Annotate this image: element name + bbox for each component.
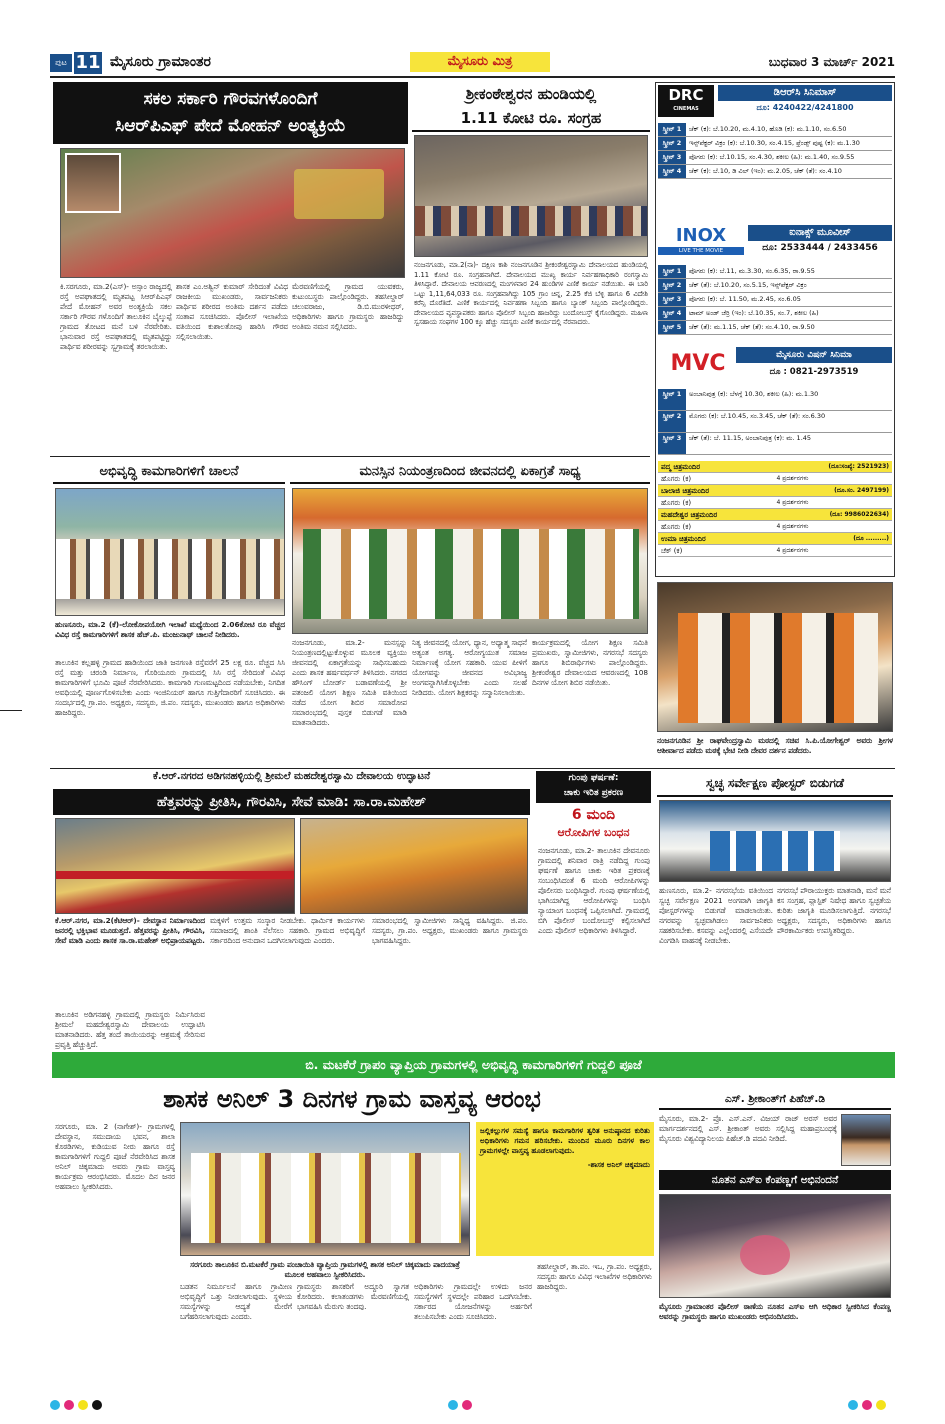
story2-headline-line1: ಶ್ರೀಕಂಠೇಶ್ವರನ ಹುಂಡಿಯಲ್ಲಿ: [465, 85, 597, 103]
inox-row: [658, 307, 892, 321]
story6-headline2: ಆರೋಪಿಗಳ ಬಂಧನ: [557, 826, 630, 839]
showtimes: ಇನ್ಸ್‌ಪೆಕ್ಟರ್ ವಿಕ್ರಂ (ಕ): ಬೆ.10.30, ಸಂ.4.15, ಫ್ರೆಂಡ್ಸ್ ಪುಷ್ಟ (ಕ): ಮ.1.30: [689, 139, 860, 147]
section-title: ಮೈಸೂರು ಗ್ರಾಮಾಂತರ: [110, 54, 211, 70]
screen-label: ಸ್ಕ್ರೀನ್ 3: [658, 293, 686, 306]
inox-logo-text: INOX: [675, 225, 727, 246]
drc-logo: [658, 85, 714, 117]
story5-photo: [55, 818, 295, 914]
screen-label: ಸ್ಕ್ರೀನ್ 2: [658, 279, 686, 292]
drc-name: ಡಿಆರ್‌ಸಿ ಸಿನಿಮಾಸ್: [718, 85, 892, 101]
theatre-phone: (ದೂ .........): [853, 535, 889, 542]
drc-logo-text: DRC: [668, 86, 704, 104]
story2-photo: [414, 135, 648, 257]
film-title: ಚೆಕ್ (ಕ): [661, 547, 683, 555]
theatre-phone: (ದೂ.ಸಂ. 2497199): [834, 487, 889, 494]
story9-portrait: [841, 1114, 891, 1166]
story6-headline1: 6 ಮಂದಿ: [571, 807, 616, 823]
vehicle-shape: [294, 169, 384, 219]
mvc-row: [658, 411, 892, 433]
theatre-film-row: [658, 473, 892, 485]
theatre-name-row: [658, 485, 892, 497]
inox-row: [658, 265, 892, 279]
inox-row: [658, 293, 892, 307]
inox-header: [658, 225, 892, 261]
page-tag: ಪುಟ: [50, 54, 72, 72]
showtimes: ಚೆಕ್ (ತೆ): ಬೆ.10.20, ಸಂ.5.15, ಇನ್ಸ್‌ಪೆಕ್ಟರ್ ವಿಕ್ರಂ: [689, 281, 807, 289]
registration-mark-black: [92, 1400, 102, 1410]
story1-photo: [60, 148, 405, 278]
masthead-rule: [50, 76, 895, 78]
registration-mark-magenta: [462, 1400, 472, 1410]
inox-schedule: [658, 265, 892, 335]
poster-shapes: [710, 831, 840, 871]
row-divider: [50, 768, 895, 769]
screen-label: ಸ್ಕ್ರೀನ್ 1: [658, 123, 686, 136]
story1-headline-line1: ಸಕಲ ಸರ್ಕಾರಿ ಗೌರವಗಳೊಂದಿಗೆ: [143, 89, 318, 109]
story9-headline: ಎಸ್. ಶ್ರೀಕಾಂತ್‌ಗೆ ಪಿಹೆಚ್.ಡಿ: [659, 1090, 891, 1110]
story5-text-col2: ಮಕ್ಕಳಿಗೆ ಉತ್ತಮ ಸಂಸ್ಕಾರ ನೀಡಬೇಕು. ಧಾರ್ಮಿಕ ಕಾರ್ಯಗಳು ಸಮಾಜದಲ್ಲಿ ಶಾಂತಿ ನೆಲೆಸಲು ಸಹಕಾರಿ. ಗ್ರಾಮದ ಅಭಿವೃದ್ಧಿಗೆ ಸರ್ಕಾರದಿಂದ ಅನುದಾನ ಒದಗಿಸಲಾಗುವುದು ಎಂದರು.: [210, 916, 365, 945]
story5-text-col3: ಸಮಾರಂಭದಲ್ಲಿ ಸ್ವಾಮೀಜಿಗಳು ಸಾನ್ನಿಧ್ಯ ವಹಿಸಿದ್ದರು. ಜಿ.ಪಂ. ಸದಸ್ಯರು, ಗ್ರಾ.ಪಂ. ಅಧ್ಯಕ್ಷರು, ಮುಖಂಡರು ಹಾಗೂ ಗ್ರಾಮಸ್ಥರು ಭಾಗವಹಿಸಿದ್ದರು.: [372, 916, 528, 945]
story1-text-col2: ಶಾಸಕ ಎಂ.ಅಶ್ವಿನ್ ಕುಮಾರ್ ಸೇರಿದಂತೆ ವಿವಿಧ ರಾಜಕೀಯ ಮುಖಂಡರು, ಸಾರ್ವಜನಿಕರು ಪಾರ್ಥಿವ ಶರೀರದ ಅಂತಿಮ ದರ್ಶನ ಪಡೆದು ಸಂತಾಪ ಸೂಚಿಸಿದರು. ಪೊಲೀಸ್ ಇಲಾಖೆಯ ವತಿಯಿಂದ ಕುಶಾಲತೋಪು ಹಾರಿಸಿ ಗೌರವ ಸಲ್ಲಿಸಲಾಯಿತು.: [176, 282, 288, 341]
registration-mark-cyan: [50, 1400, 60, 1410]
story5-photo2: [300, 818, 528, 914]
story7-photo: [659, 800, 891, 882]
theatre-name: ಬಾಲಾಜಿ ಚಿತ್ರಮಂದಿರ: [661, 487, 710, 495]
registration-mark-cyan: [448, 1400, 458, 1410]
film-title: ಹೊಗರು (ಕ): [661, 523, 692, 531]
side-photo: [657, 582, 893, 732]
showtimes: ಟಾಮ್ ಅಂಡ್ ಜೆರ್ರಿ (ಇಂ): ಬೆ.10.35, ಸಂ.7, ಶಕೀಲ (ಹಿ): [689, 309, 819, 317]
inox-logo: [658, 225, 744, 259]
mvc-phone: ದೂ : 0821-2973519: [769, 367, 859, 377]
theatre-film-row: [658, 545, 892, 557]
portrait-inset: [65, 153, 121, 213]
story1-text-col3: ಮೆರವಣಿಗೆಯಲ್ಲಿ ಗ್ರಾಮದ ಯುವಕರು, ಕುಟುಂಬಸ್ಥರು ಪಾಲ್ಗೊಂಡಿದ್ದರು. ತಹಸೀಲ್ದಾರ್ ಚಲುವರಾಜು, ಡಿ.ಬಿ.ಮುರಳೀಧರ್, ಅಧಿಕಾರಿಗಳು ಹಾಗೂ ಗ್ರಾಮಸ್ಥರು ಹಾಜರಿದ್ದು ಅಂತಿಮ ನಮನ ಸಲ್ಲಿಸಿದರು.: [292, 282, 404, 331]
quote-text: ಜಲ್ಲಿಕಲ್ಲುಗಳ ಸಮಸ್ಯೆ ಹಾಗೂ ಕಾಮಗಾರಿಗಳ ತ್ವರಿತ ಅನುಷ್ಠಾನದ ಕುರಿತು ಅಧಿಕಾರಿಗಳು ಗಮನ ಹರಿಸಬೇಕು. ಮುಂದಿನ ಮೂರು ದಿನಗಳ ಕಾಲ ಗ್ರಾಮಗಳಲ್ಲೇ ವಾಸ್ತವ್ಯ ಹೂಡಲಾಗುವುದು.: [480, 1126, 650, 1155]
story4-text-col2: ನಿತ್ಯ ಜೀವನದಲ್ಲಿ ಯೋಗ, ಧ್ಯಾನ, ಅಧ್ಯಾತ್ಮ ಸಾಧನೆ ಅತ್ಯಂತ ಅಗತ್ಯ. ಆರೋಗ್ಯಯುತ ಸಮಾಜ ನಿರ್ಮಾಣಕ್ಕೆ ಯೋಗ ಸಹಕಾರಿ. ಯುವ ಪೀಳಿಗೆ ಯೋಗವನ್ನು ಜೀವನದ ಅವಿಭಾಜ್ಯ ಅಂಗವನ್ನಾಗಿಸಿಕೊಳ್ಳಬೇಕು ಎಂದು ಸಲಹೆ ನೀಡಿದರು. ಯೋಗ ಶಿಕ್ಷಕರನ್ನು ಸನ್ಮಾನಿಸಲಾಯಿತು.: [412, 638, 527, 697]
theatre-film-row: [658, 497, 892, 509]
side-photo-figures: [678, 613, 878, 723]
mvc-row: [658, 389, 892, 411]
story1-headline: [53, 82, 408, 144]
show-count: 4 ಪ್ರದರ್ಶನಗಳು: [776, 499, 809, 506]
story6-kicker-line1: ಗುಂಪು ಘರ್ಷಣೆ:: [568, 773, 619, 783]
story1-text-col1: ಕಿ.ಸರಗೂರು, ಮಾ.2(ಎಸ್‌)- ಅಸ್ಸಾಂ ರಾಜ್ಯದಲ್ಲಿ ರಸ್ತೆ ಅಪಘಾತದಲ್ಲಿ ಮೃತಪಟ್ಟ ಸಿಆರ್‌ಪಿಎಫ್ ಪೇದೆ ಮೋಹನ್ ಅವರ ಅಂತ್ಯಕ್ರಿಯೆ ಸಕಲ ಸರ್ಕಾರಿ ಗೌರವ ಗಳೊಂದಿಗೆ ತಾಲೂಕಿನ ಬೈಲ್ಕುಪ್ಪೆ ಗ್ರಾಮದ ತೋಟದ ಮನೆ ಬಳಿ ನೆರವೇರಿತು. ಭಾನುವಾರ ರಸ್ತೆ ಅಪಘಾತದಲ್ಲಿ ಮೃತಪಟ್ಟಿದ್ದು ಪಾರ್ಥಿವ ಶರೀರವನ್ನು ಸ್ವಗ್ರಾಮಕ್ಕೆ ತರಲಾಯಿತು.: [60, 282, 172, 351]
drc-row: [658, 165, 892, 179]
theatre-table: [658, 461, 892, 557]
story7-text-col1: ಹುಣಸೂರು, ಮಾ.2- ನಗರಸಭೆಯ ವತಿಯಿಂದ ಸ್ವಚ್ಛ ಸರ್ವೇಕ್ಷಣ 2021 ಅಂಗವಾಗಿ ಜಾಗೃತಿ ಪೋಸ್ಟರ್‌ಗಳನ್ನು ಬಿಡುಗಡೆ ಮಾಡಲಾಯಿತು. ನಗರವನ್ನು ಸ್ವಚ್ಛವಾಗಿಡಲು ಸಾರ್ವಜನಿಕರು ಸಹಕರಿಸಬೇಕು. ಕಸವನ್ನು ಎಲ್ಲೆಂದರಲ್ಲಿ ಎಸೆಯದೇ ವಿಂಗಡಿಸಿ ವಾಹನಕ್ಕೆ ನೀಡಬೇಕು.: [659, 886, 773, 945]
registration-mark-magenta: [862, 1400, 872, 1410]
side-caption: ನಂಜನಗೂಡಿನ ಶ್ರೀ ರಾಘವೇಂದ್ರಸ್ವಾಮಿ ಮಠದಲ್ಲಿ ಸಚಿವ ಸಿ.ಪಿ.ಯೋಗೇಶ್ವರ್ ಅವರು ಶ್ರೀಗಳ ಆಶೀರ್ವಾದ ಪಡೆದು ಮಠಕ್ಕೆ ಭೇಟಿ ನೀಡಿ ದೇವರ ದರ್ಶನ ಪಡೆದರು.: [657, 736, 893, 755]
screen-label: ಸ್ಕ್ರೀನ್ 3: [658, 433, 686, 454]
story3-photo: [55, 488, 285, 616]
show-count: 4 ಪ್ರದರ್ಶನಗಳು: [776, 523, 809, 530]
masthead: [50, 52, 895, 74]
story3-headline: ಅಭಿವೃದ್ಧಿ ಕಾಮಗಾರಿಗಳಿಗೆ ಚಾಲನೆ: [53, 460, 285, 484]
story8-photo-caption: ಸರಗೂರು ತಾಲೂಕಿನ ಬಿ.ಮಟಕೆರೆ ಗ್ರಾಮ ಪಂಚಾಯಿತಿ ವ್ಯಾಪ್ತಿಯ ಗ್ರಾಮಗಳಲ್ಲಿ ಶಾಸಕ ಅನಿಲ್ ಚಿಕ್ಕಮಾದು ಪಾದಯಾತ್ರೆ ಮೂಲಕ ಅಹವಾಲು ಸ್ವೀಕರಿಸಿದರು.: [190, 1260, 460, 1279]
banner-headline: ಶಾಸಕ ಅನಿಲ್ 3 ದಿನಗಳ ಗ್ರಾಮ ವಾಸ್ತವ್ಯ ಆರಂಭ: [52, 1080, 652, 1118]
story5-caption: ಕೆ.ಆರ್.ನಗರ, ಮಾ.2(ಕೆಟಿಆರ್)- ದೇವಸ್ಥಾನ ನಿರ್ಮಾಣದಿಂದ ಜನರಲ್ಲಿ ಭಕ್ತಿಭಾವ ಮೂಡುತ್ತದೆ. ಹೆತ್ತವರನ್ನು ಪ್ರೀತಿಸಿ, ಗೌರವಿಸಿ, ಸೇವೆ ಮಾಡಿ ಎಂದು ಶಾಸಕ ಸಾ.ರಾ.ಮಹೇಶ್ ಅಭಿಪ್ರಾಯಪಟ್ಟರು.: [55, 916, 205, 945]
inox-name: ಐನಾಕ್ಸ್ ಮೂವೀಸ್: [748, 225, 892, 241]
showtimes: ಚೆಕ್ (ಕ): ಬೆ.10, ಡಿ ವಿಲ್ (ಇಂ): ಮ.2.05, ಚೆಕ್ (ತೆ): ಸಂ.4.10: [689, 167, 842, 175]
story7-headline: ಸ್ವಚ್ಛ ಸರ್ವೇಕ್ಷಣ ಪೋಸ್ಟರ್ ಬಿಡುಗಡೆ: [657, 771, 893, 797]
banner-kicker: ಬಿ. ಮಟಕೆರೆ ಗ್ರಾಪಂ ವ್ಯಾಪ್ತಿಯ ಗ್ರಾಮಗಳಲ್ಲಿ ಅಭಿವೃದ್ಧಿ ಕಾಮಗಾರಿಗಳಿಗೆ ಗುದ್ದಲಿ ಪೂಜೆ: [52, 1052, 895, 1078]
screen-label: ಸ್ಕ್ರೀನ್ 3: [658, 151, 686, 164]
ribbon-shape: [56, 871, 294, 879]
story9-text: ಮೈಸೂರು, ಮಾ.2- ಪ್ರೊ. ಎಸ್.ಎನ್. ವಿಜಯ್ ರಾಜ್ ಅರಸ್ ಅವರ ಮಾರ್ಗದರ್ಶನದಲ್ಲಿ ಎಸ್. ಶ್ರೀಕಾಂತ್ ಅವರು ಸಲ್ಲಿಸಿದ್ದ ಮಹಾಪ್ರಬಂಧಕ್ಕೆ ಮೈಸೂರು ವಿಶ್ವವಿದ್ಯಾನಿಲಯ ಪಿಹೆಚ್.ಡಿ ಪದವಿ ನೀಡಿದೆ.: [659, 1114, 837, 1143]
drc-header: [658, 85, 892, 119]
story2-headline-line2: 1.11 ಕೋಟಿ ರೂ. ಸಂಗ್ರಹ: [460, 109, 602, 127]
quote-attribution: -ಶಾಸಕ ಅನಿಲ್ ಚಿಕ್ಕಮಾದು: [587, 1160, 650, 1169]
story5-text-col1: ತಾಲೂಕಿನ ಅಡಿಗನಹಳ್ಳಿ ಗ್ರಾಮದಲ್ಲಿ ಗ್ರಾಮಸ್ಥರು ನಿರ್ಮಿಸಿರುವ ಶ್ರೀಮಲೆ ಮಹದೇಶ್ವರಸ್ವಾಮಿ ದೇವಾಲಯ ಉದ್ಘಾಟಿಸಿ ಮಾತನಾಡಿದರು. ಹೆತ್ತ ತಂದೆ ತಾಯಿಯರನ್ನು ಆಶ್ರಮಕ್ಕೆ ಸೇರಿಸುವ ಪ್ರವೃತ್ತಿ ಹೆಚ್ಚುತ್ತಿದೆ.: [55, 1010, 205, 1049]
story10-headline: ನೂತನ ಎಸ್‌ಐ ಕೆಂಪಣ್ಣಗೆ ಅಭಿನಂದನೆ: [659, 1170, 891, 1190]
showtimes: ಮೊಗರು (ಕ): ಬೆ.10.45, ಸಂ.3.45, ಚೆಕ್ (ತೆ): ಸಂ.6.30: [689, 412, 826, 420]
story1-headline-line2: ಸಿಆರ್‌ಪಿಎಫ್ ಪೇದೆ ಮೋಹನ್ ಅಂತ್ಯಕ್ರಿಯೆ: [115, 116, 346, 136]
inox-phone: ದೂ: 2533444 / 2433456: [762, 243, 878, 253]
story2-headline: [412, 82, 650, 132]
show-count: 4 ಪ್ರದರ್ಶನಗಳು: [776, 475, 809, 482]
screen-label: ಸ್ಕ್ರೀನ್ 1: [658, 389, 686, 410]
story4-text-col1: ನಂಜನಗೂಡು, ಮಾ.2- ಮನಸ್ಸನ್ನು ನಿಯಂತ್ರಣದಲ್ಲಿಟ್ಟುಕೊಳ್ಳುವ ಮೂಲಕ ವ್ಯಕ್ತಿಯು ಜೀವನದಲ್ಲಿ ಏಕಾಗ್ರತೆಯನ್ನು ಸಾಧಿಸಬಹುದು ಎಂದು ಶಾಸಕ ಹರ್ಷವರ್ಧನ್ ತಿಳಿಸಿದರು. ನಗರದ ಹೌಸಿಂಗ್ ಬೋರ್ಡ್ ಬಡಾವಣೆಯಲ್ಲಿ ಶ್ರೀ ಪತಂಜಲಿ ಯೋಗ ಶಿಕ್ಷಣ ಸಮಿತಿ ವತಿಯಿಂದ ನಡೆದ ಯೋಗ ಶಿಬಿರ ಸಮಾರೋಪ ಸಮಾರಂಭದಲ್ಲಿ ಪುಸ್ತಕ ಬಿಡುಗಡೆ ಮಾಡಿ ಮಾತನಾಡಿದರು.: [292, 638, 407, 727]
drc-logo-subtext: CINEMAS: [673, 106, 699, 112]
theatre-name: ಮಹದೇಶ್ವರ ಚಿತ್ರಮಂದಿರ: [661, 511, 718, 519]
walking-people: [191, 1153, 461, 1243]
screen-label: ಸ್ಕ್ರೀನ್ 1: [658, 265, 686, 278]
story8-text-col3: ತಹಸೀಲ್ದಾರ್, ತಾ.ಪಂ. ಇಒ, ಗ್ರಾ.ಪಂ. ಅಧ್ಯಕ್ಷರು, ಸದಸ್ಯರು ಹಾಗೂ ವಿವಿಧ ಇಲಾಖೆಗಳ ಅಧಿಕಾರಿಗಳು ಹಾಜರಿದ್ದರು.: [537, 1262, 652, 1291]
registration-mark-cyan: [848, 1400, 858, 1410]
showtimes: ಪೊಗರು (ಕ): ಬೆ.11, ಮ.3.30, ಸಂ.6.35, ರಾ.9.55: [689, 267, 815, 275]
story8-quote: [476, 1122, 654, 1256]
showtimes: ಚೆಕ್ (ತೆ): ಮ.1.15, ಚೆಕ್ (ತೆ): ಸಂ.4.10, ರಾ.9.50: [689, 323, 815, 331]
issue-date: ಬುಧವಾರ 3 ಮಾರ್ಚ್ 2021: [768, 55, 895, 69]
showtimes: ಚೆಕ್ (ತೆ): ಬೆ. 11.15, ಅಂಬಾನಿಪುತ್ರ (ಕ): ಮ. 1.45: [689, 434, 812, 442]
theatre-film-row: [658, 521, 892, 533]
story7-text-col2: ನಗರಸಭೆ ಪೌರಾಯುಕ್ತರು ಮಾತನಾಡಿ, ಮನೆ ಮನೆ ಕಸ ಸಂಗ್ರಹ, ಪ್ಲಾಸ್ಟಿಕ್ ನಿಷೇಧ ಹಾಗೂ ಸ್ವಚ್ಛತೆಯ ಕುರಿತು ಜಾಗೃತಿ ಮೂಡಿಸಲಾಗುತ್ತಿದೆ. ನಗರಸಭೆ ಅಧ್ಯಕ್ಷರು, ಸದಸ್ಯರು, ಅಧಿಕಾರಿಗಳು ಹಾಗೂ ಪೌರಕಾರ್ಮಿಕರು ಉಪಸ್ಥಿತರಿದ್ದರು.: [777, 886, 891, 935]
drc-row: [658, 151, 892, 165]
story8-photo: [180, 1122, 470, 1256]
story4-photo: [292, 488, 648, 634]
crop-mark: [0, 710, 22, 711]
story8-text-col2: ಅಧಿಕಾರಿಗಳು ಗ್ರಾಮದಲ್ಲೇ ಉಳಿದು ಜನರ ಸಮಸ್ಯೆಗಳಿಗೆ ಸ್ಥಳದಲ್ಲೇ ಪರಿಹಾರ ಒದಗಿಸಬೇಕು. ಸರ್ಕಾರದ ಯೋಜನೆಗಳನ್ನು ಅರ್ಹರಿಗೆ ತಲುಪಿಸಬೇಕು ಎಂದು ಸೂಚಿಸಿದರು.: [414, 1282, 532, 1321]
showtimes: ಚೆಕ್ (ಕ): ಬೆ.10.20, ಮ.4.10, ಹೊಡಿ (ಕ): ಮ.1.10, ಸಂ.6.50: [689, 125, 847, 133]
story4-text-col3: ಕಾರ್ಯಕ್ರಮದಲ್ಲಿ ಯೋಗ ಶಿಕ್ಷಣ ಸಮಿತಿ ಪ್ರಮುಖರು, ಸ್ವಾಮೀಜಿಗಳು, ನಗರಸಭೆ ಸದಸ್ಯರು ಹಾಗೂ ಶಿಬಿರಾರ್ಥಿಗಳು ಪಾಲ್ಗೊಂಡಿದ್ದರು. ಶ್ರೀಕಂಠೇಶ್ವರ ದೇವಾಲಯದ ಆವರಣದಲ್ಲಿ 108 ದಿನಗಳ ಯೋಗ ಶಿಬಿರ ನಡೆಯಿತು.: [532, 638, 648, 687]
story10-caption: ಮೈಸೂರು ಗ್ರಾಮಾಂತರ ಪೊಲೀಸ್ ಠಾಣೆಯ ನೂತನ ಎಸ್‌ಐ ಆಗಿ ಅಧಿಕಾರ ಸ್ವೀಕರಿಸಿದ ಕೆಂಪಣ್ಣ ಅವರನ್ನು ಗ್ರಾಮಸ್ಥರು ಹಾಗೂ ಮುಖಂಡರು ಅಭಿನಂದಿಸಿದರು.: [659, 1302, 891, 1321]
page-number: 11: [75, 52, 101, 73]
drc-row: [658, 137, 892, 151]
theatre-phone: (ದೂ:ಸಂಖ್ಯೆ: 2521923): [828, 463, 889, 470]
theatre-phone: (ದೂ: 9986022634): [829, 511, 889, 518]
middle-text-a: ಬಡತನ ನಿರ್ಮೂಲನೆ ಹಾಗೂ ಗ್ರಾಮೀಣ ಅಭಿವೃದ್ಧಿಗೆ ಒತ್ತು ನೀಡಲಾಗುವುದು. ಸ್ಥಳೀಯ ಸಮಸ್ಯೆಗಳನ್ನು ಆದ್ಯತೆ ಮೇರೆಗೆ ಬಗೆಹರಿಸಲಾಗುವುದು ಎಂದರು.: [180, 1282, 292, 1321]
mvc-logo: MVC: [670, 351, 726, 376]
story2-text: ನಂಜನಗೂಡು, ಮಾ.2(ನಾ)- ದಕ್ಷಿಣ ಕಾಶಿ ನಂಜನಗೂಡಿನ ಶ್ರೀಕಂಠೇಶ್ವರಸ್ವಾಮಿ ದೇವಾಲಯದ ಹುಂಡಿಯಲ್ಲಿ 1.11 ಕೋಟಿ ರೂ. ಸಂಗ್ರಹವಾಗಿದೆ. ದೇವಾಲಯದ ಮುಖ್ಯ ಕಾರ್ಯ ನಿರ್ವಹಣಾಧಿಕಾರಿ ರಂಗಸ್ವಾಮಿ ತಿಳಿಸಿದ್ದಾರೆ. ದೇವಾಲಯ ಆವರಣದಲ್ಲಿ ಮಂಗಳವಾರ 24 ಹುಂಡಿಗಳ ಎಣಿಕೆ ಕಾರ್ಯ ನಡೆಯಿತು. ಈ ಬಾರಿ ಒಟ್ಟು 1,11,64,033 ರೂ. ಸಂಗ್ರಹವಾಗಿದ್ದು 105 ಗ್ರಾಂ ಚಿನ್ನ, 2.25 ಕೆಜಿ ಬೆಳ್ಳಿ ಹಾಗೂ 6 ವಿದೇಶಿ ಕರೆನ್ಸಿ ದೊರೆತಿದೆ. ಎಣಿಕೆ ಕಾರ್ಯದಲ್ಲಿ ನಿರ್ವಹಣಾ ಸಿಬ್ಬಂದಿ ಹಾಗೂ ಬ್ಯಾಂಕ್ ಸಿಬ್ಬಂದಿ ಪಾಲ್ಗೊಂಡಿದ್ದರು. ದೇವಾಲಯದ ವ್ಯವಸ್ಥಾಪಕರು ಹಾಗೂ ಪೊಲೀಸ್ ಸಿಬ್ಬಂದಿ ಹಾಜರಿದ್ದು ಬಂದೋಬಸ್ತ್ ಕೈಗೊಂಡಿದ್ದರು. ಮಹಿಳಾ ಸ್ವಸಹಾಯ ಸಂಘಗಳ 100 ಕ್ಕೂ ಹೆಚ್ಚು ಸದಸ್ಯರು ಎಣಿಕೆ ಕಾರ್ಯದಲ್ಲಿ ನೆರವಾದರು.: [414, 261, 648, 326]
group-stripe: [56, 539, 284, 599]
registration-mark-magenta: [64, 1400, 74, 1410]
screen-label: ಸ್ಕ್ರೀನ್ 4: [658, 307, 686, 320]
theatre-name-row: [658, 533, 892, 545]
mvc-name: ಮೈಸೂರು ವಿಷನ್ ಸಿನಿಮಾ: [736, 347, 892, 363]
drc-schedule: [658, 123, 892, 179]
mvc-schedule: [658, 389, 892, 455]
drc-row: [658, 123, 892, 137]
inox-row: [658, 279, 892, 293]
kicker-krnagar: ಕೆ.ಆರ್.ನಗರದ ಅಡಿಗನಹಳ್ಳಿಯಲ್ಲಿ ಶ್ರೀಮಲೆ ಮಹದೇಶ್ವರಸ್ವಾಮಿ ದೇವಾಲಯ ಉದ್ಘಾಟನೆ: [152, 771, 431, 782]
story4-headline: ಮನಸ್ಸಿನ ನಿಯಂತ್ರಣದಿಂದ ಜೀವನದಲ್ಲಿ ಏಕಾಗ್ರತೆ ಸಾಧ್ಯ: [290, 460, 650, 484]
screen-label: ಸ್ಕ್ರೀನ್ 5: [658, 321, 686, 334]
screen-label: ಸ್ಕ್ರೀನ್ 4: [658, 165, 686, 178]
film-title: ಹೊಗರು (ಕ): [661, 475, 692, 483]
mvc-row: [658, 433, 892, 455]
showtimes: ಪೊಗರು (ಕ): ಬೆ.10.15, ಸಂ.4.30, ಶಕೀಲ (ಹಿ): ಮ.1.40, ಸಂ.9.55: [689, 153, 855, 161]
theatre-name-row: [658, 461, 892, 473]
cinema-panel: [655, 82, 895, 577]
theatre-name: ಪದ್ಮ ಚಿತ್ರಮಂದಿರ: [661, 463, 701, 471]
stage-people: [303, 529, 639, 619]
screen-label: ಸ್ಕ್ರೀನ್ 2: [658, 411, 686, 432]
show-count: 4 ಪ್ರದರ್ಶನಗಳು: [776, 547, 809, 554]
crowd-stripe: [415, 206, 647, 236]
middle-text-b: ಗ್ರಾಮಸ್ಥರು ಶಾಸಕರಿಗೆ ಅದ್ದೂರಿ ಸ್ವಾಗತ ಕೋರಿದರು. ಕಲಾತಂಡಗಳು ಮೆರವಣಿಗೆಯಲ್ಲಿ ಭಾಗವಹಿಸಿ ಮೆರುಗು ತಂದವು.: [297, 1282, 409, 1311]
story3-text: ತಾಲೂಕಿನ ಕಲ್ಲಹಳ್ಳಿ ಗ್ರಾಮದ ಹಾಡಿಯಿಂದ ಜಾತಿ ಜನಗಣತಿ ರಸ್ತೆವರೆಗೆ 25 ಲಕ್ಷ ರೂ. ವೆಚ್ಚದ ಸಿಸಿ ರಸ್ತೆ ಮತ್ತು ಚರಂಡಿ ನಿರ್ಮಾಣ, ಗೊರಿಯೂರು ಗ್ರಾಮದಲ್ಲಿ ಸಿಸಿ ರಸ್ತೆ ಸೇರಿದಂತೆ ವಿವಿಧ ಕಾಮಗಾರಿಗಳಿಗೆ ಭೂಮಿ ಪೂಜೆ ನೆರವೇರಿಸಿದರು. ಕಾಮಗಾರಿ ಗುಣಮಟ್ಟದಿಂದ ನಡೆಯಬೇಕು, ನಿಗದಿತ ಅವಧಿಯಲ್ಲಿ ಪೂರ್ಣಗೊಳಿಸಬೇಕು ಎಂದು ಇಂಜಿನಿಯರ್ ಹಾಗೂ ಗುತ್ತಿಗೆದಾರರಿಗೆ ಸೂಚಿಸಿದರು. ಈ ಸಂದರ್ಭದಲ್ಲಿ ಗ್ರಾ.ಪಂ. ಅಧ್ಯಕ್ಷರು, ಸದಸ್ಯರು, ಜಿ.ಪಂ. ಸದಸ್ಯರು, ಮುಖಂಡರು ಹಾಗೂ ಅಧಿಕಾರಿಗಳು ಹಾಜರಿದ್ದರು.: [55, 658, 285, 717]
inox-row: [658, 321, 892, 335]
film-title: ಹೊಗರು (ಕ): [661, 499, 692, 507]
showtimes: ಪೊಗರು (ಕ): ಬೆ. 11.50, ಮ.2.45, ಸಂ.6.05: [689, 295, 801, 303]
drc-phone: ದೂ: 4240422/4241800: [756, 103, 854, 112]
screen-label: ಸ್ಕ್ರೀನ್ 2: [658, 137, 686, 150]
story10-photo: [659, 1194, 891, 1298]
story6-kicker-line2: ಚಾಕು ಇರಿತ ಪ್ರಕರಣ: [563, 788, 624, 798]
bouquet-shape: [740, 1235, 790, 1275]
theatre-name-row: [658, 509, 892, 521]
theatre-name: ಉಮಾ ಚಿತ್ರಮಂದಿರ: [661, 535, 706, 543]
paper-name: ಮೈಸೂರು ಮಿತ್ರ: [410, 52, 550, 72]
showtimes: ಅಂಬಾನಿಪುತ್ರ (ಕ): ಬೆಳಗ್ಗೆ 10.30, ಶಕೀಲ (ಹಿ): ಮ.1.30: [689, 390, 819, 398]
registration-mark-yellow: [876, 1400, 886, 1410]
story3-caption: ಹುಣಸೂರು, ಮಾ.2 (ಕೆ)-ಲೋಕೋಪಯೋಗಿ ಇಲಾಖೆ ಮಧ್ಯೆಯಿಂದ 2.06ಕೋಟಿ ರೂ ವೆಚ್ಚದ ವಿವಿಧ ರಸ್ತೆ ಕಾಮಗಾರಿಗಳಿಗೆ ಶಾಸಕ ಹೆಚ್.ಪಿ. ಮಂಜುನಾಥ್ ಚಾಲನೆ ನೀಡಿದರು.: [55, 620, 285, 639]
inox-logo-subtext: LIVE THE MOVIE: [658, 247, 744, 255]
registration-mark-yellow: [78, 1400, 88, 1410]
story6-kicker: [536, 771, 651, 803]
story5-headline: ಹೆತ್ತವರನ್ನು ಪ್ರೀತಿಸಿ, ಗೌರವಿಸಿ, ಸೇವೆ ಮಾಡಿ: ಸಾ.ರಾ.ಮಹೇಶ್: [53, 789, 530, 815]
row-divider: [50, 456, 650, 457]
story6-text: ನಂಜನಗೂಡು, ಮಾ.2- ತಾಲೂಕಿನ ದೇವನೂರು ಗ್ರಾಮದಲ್ಲಿ ಶನಿವಾರ ರಾತ್ರಿ ನಡೆದಿದ್ದ ಗುಂಪು ಘರ್ಷಣೆ ಹಾಗೂ ಚಾಕು ಇರಿತ ಪ್ರಕರಣಕ್ಕೆ ಸಂಬಂಧಿಸಿದಂತೆ 6 ಮಂದಿ ಆರೋಪಿಗಳನ್ನು ಪೊಲೀಸರು ಬಂಧಿಸಿದ್ದಾರೆ. ಗುಂಪು ಘರ್ಷಣೆಯಲ್ಲಿ ಭಾಗಿಯಾಗಿದ್ದ ಆರೋಪಿಗಳನ್ನು ಬಂಧಿಸಿ ನ್ಯಾಯಾಂಗ ಬಂಧನಕ್ಕೆ ಒಪ್ಪಿಸಲಾಗಿದೆ. ಗ್ರಾಮದಲ್ಲಿ ಬಿಗಿ ಪೊಲೀಸ್ ಬಂದೋಬಸ್ತ್ ಕಲ್ಪಿಸಲಾಗಿದೆ ಎಂದು ಪೊಲೀಸ್ ಅಧಿಕಾರಿಗಳು ತಿಳಿಸಿದ್ದಾರೆ.: [538, 846, 650, 935]
story8-text-col1: ಸರಗೂರು, ಮಾ. 2 (ನಾಗೇಶ್)- ಗ್ರಾಮಗಳಲ್ಲಿ ದೇವಸ್ಥಾನ, ಸಮುದಾಯ ಭವನ, ಶಾಲಾ ಕೊಠಡಿಗಳು, ಕುಡಿಯುವ ನೀರು ಹಾಗೂ ರಸ್ತೆ ಕಾಮಗಾರಿಗಳಿಗೆ ಗುದ್ದಲಿ ಪೂಜೆ ನೆರವೇರಿಸಿದ ಶಾಸಕ ಅನಿಲ್ ಚಿಕ್ಕಮಾದು ಅವರು ಗ್ರಾಮ ವಾಸ್ತವ್ಯ ಕಾರ್ಯಕ್ರಮ ಆರಂಭಿಸಿದರು. ಮೊದಲ ದಿನ ಜನರ ಅಹವಾಲು ಸ್ವೀಕರಿಸಿದರು.: [55, 1122, 175, 1191]
mvc-header: [658, 345, 892, 385]
